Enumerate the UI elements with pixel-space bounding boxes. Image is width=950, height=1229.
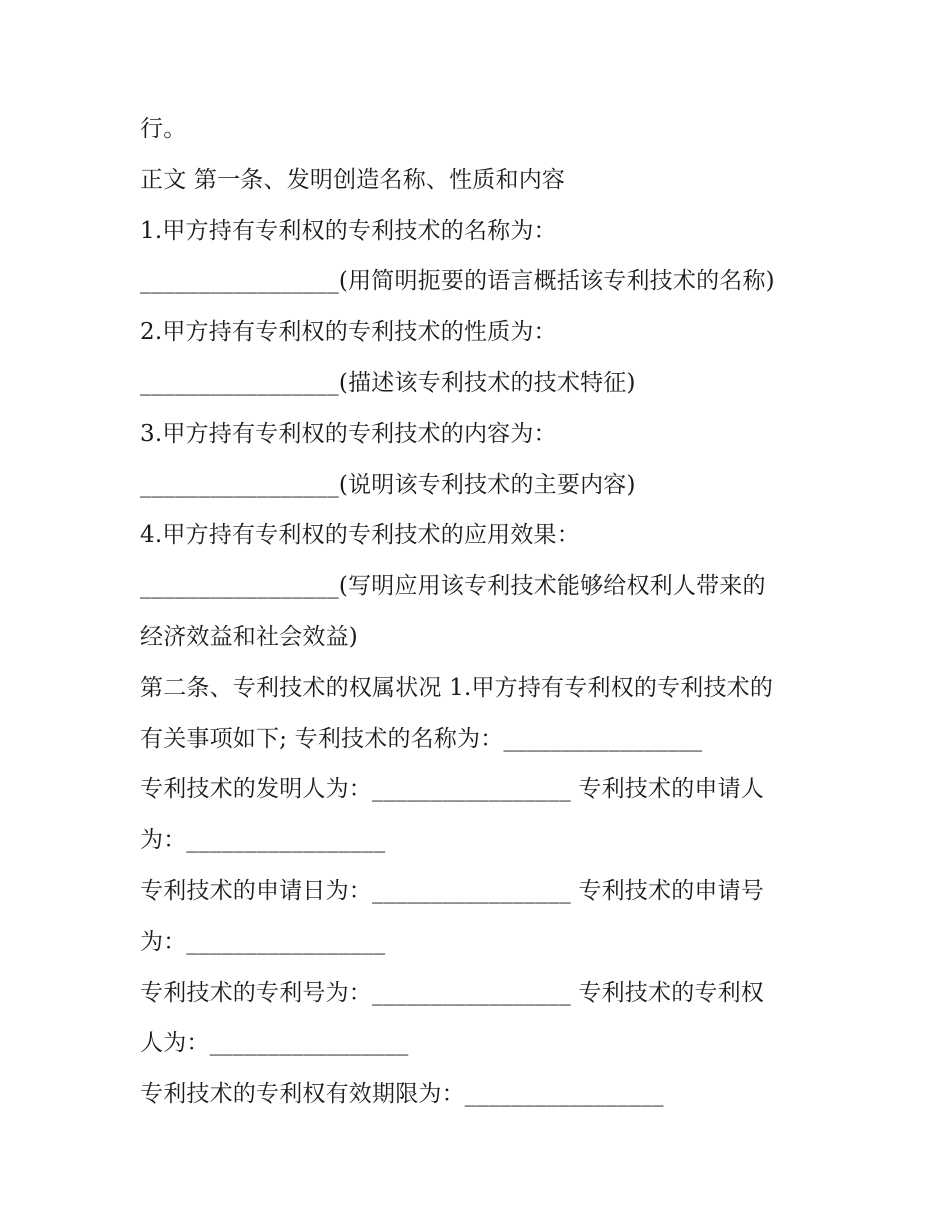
item-2-nature-blank: _________________(描述该专利技术的技术特征) bbox=[140, 369, 636, 396]
article-1-heading: 正文 第一条、发明创造名称、性质和内容 bbox=[140, 166, 566, 193]
item-3-content-label: 3.甲方持有专利权的专利技术的内容为： bbox=[140, 420, 557, 447]
patent-name-field: 有关事项如下; 专利技术的名称为：_________________ bbox=[140, 725, 703, 752]
item-1-name-blank: _________________(用简明扼要的语言概括该专利技术的名称) bbox=[140, 268, 775, 295]
item-2-nature-label: 2.甲方持有专利权的专利技术的性质为： bbox=[140, 319, 557, 346]
document-body bbox=[140, 104, 820, 1120]
patent-number-holder-field: 专利技术的专利号为：_________________ 专利技术的专利权 bbox=[140, 979, 765, 1006]
applicant-field-continued: 为：_________________ bbox=[140, 827, 386, 854]
item-3-content-blank: _________________(说明该专利技术的主要内容) bbox=[140, 471, 636, 498]
item-4-effect-blank: _________________(写明应用该专利技术能够给权利人带来的 bbox=[140, 573, 766, 600]
text-line: 行。 bbox=[140, 116, 187, 142]
item-4-effect-label: 4.甲方持有专利权的专利技术的应用效果： bbox=[140, 522, 580, 549]
application-date-number-field: 专利技术的申请日为：_________________ 专利技术的申请号 bbox=[140, 877, 765, 904]
validity-period-field: 专利技术的专利权有效期限为：_________________ bbox=[140, 1081, 664, 1108]
article-2-heading: 第二条、专利技术的权属状况 1.甲方持有专利权的专利技术的 bbox=[140, 674, 774, 701]
inventor-applicant-field: 专利技术的发明人为：_________________ 专利技术的申请人 bbox=[140, 776, 765, 803]
item-1-name-label: 1.甲方持有专利权的专利技术的名称为： bbox=[140, 217, 557, 244]
application-number-field-continued: 为：_________________ bbox=[140, 928, 386, 955]
item-4-effect-continued: 经济效益和社会效益) bbox=[140, 623, 358, 650]
patent-holder-field-continued: 人为：_________________ bbox=[140, 1030, 409, 1057]
